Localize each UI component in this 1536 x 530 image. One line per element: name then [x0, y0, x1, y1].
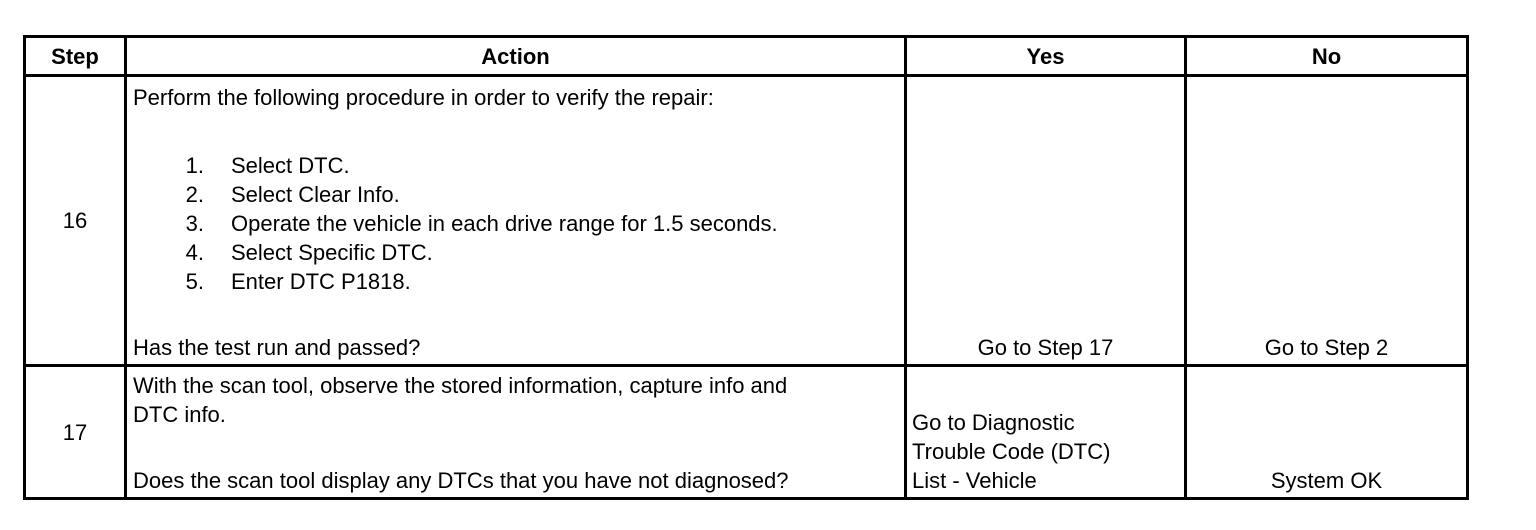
- action-cell: [126, 366, 906, 499]
- list-number: 1.: [185, 153, 204, 178]
- step-number: 17: [25, 366, 126, 499]
- list-text: Select DTC.: [231, 153, 350, 178]
- action-intro-line: DTC info.: [133, 402, 226, 427]
- action-intro: Perform the following procedure in order to verify the repair:: [133, 85, 714, 110]
- list-item: [127, 209, 778, 238]
- list-text: Select Clear Info.: [231, 182, 400, 207]
- yes-cell: [906, 366, 1186, 499]
- no-result: System OK: [1270, 468, 1383, 493]
- header-step: Step: [25, 37, 126, 76]
- yes-result-line: List - Vehicle: [912, 468, 1037, 493]
- no-cell: [1186, 76, 1468, 366]
- list-number: 2.: [185, 182, 204, 207]
- table-row: [25, 76, 1468, 366]
- no-cell: [1186, 366, 1468, 499]
- header-row: [25, 37, 1468, 76]
- yes-result-line: Go to Diagnostic: [912, 410, 1075, 435]
- list-text: Select Specific DTC.: [231, 240, 433, 265]
- action-question: Does the scan tool display any DTCs that you have not diagnosed?: [133, 468, 789, 493]
- header-yes: Yes: [906, 37, 1186, 76]
- action-intro-line: With the scan tool, observe the stored information, capture info and: [133, 373, 788, 398]
- list-item: [127, 180, 778, 209]
- list-text: Enter DTC P1818.: [231, 269, 411, 294]
- header-no: No: [1186, 37, 1468, 76]
- list-number: 5.: [185, 269, 204, 294]
- action-intro: [133, 371, 900, 429]
- list-number: 3.: [185, 211, 204, 236]
- no-result: Go to Step 2: [1264, 335, 1389, 360]
- procedure-list: [127, 151, 778, 296]
- list-item: [127, 267, 778, 296]
- diagnostic-table: [23, 35, 1469, 500]
- list-item: [127, 151, 778, 180]
- list-text: Operate the vehicle in each drive range for 1.5 seconds.: [231, 211, 778, 236]
- yes-result: [912, 408, 1180, 495]
- step-number: 16: [25, 76, 126, 366]
- yes-cell: [906, 76, 1186, 366]
- table-row: [25, 366, 1468, 499]
- yes-result: Go to Step 17: [977, 335, 1114, 360]
- action-question: Has the test run and passed?: [133, 335, 421, 360]
- header-action: Action: [126, 37, 906, 76]
- action-cell: [126, 76, 906, 366]
- yes-result-line: Trouble Code (DTC): [912, 439, 1111, 464]
- list-item: [127, 238, 778, 267]
- list-number: 4.: [185, 240, 204, 265]
